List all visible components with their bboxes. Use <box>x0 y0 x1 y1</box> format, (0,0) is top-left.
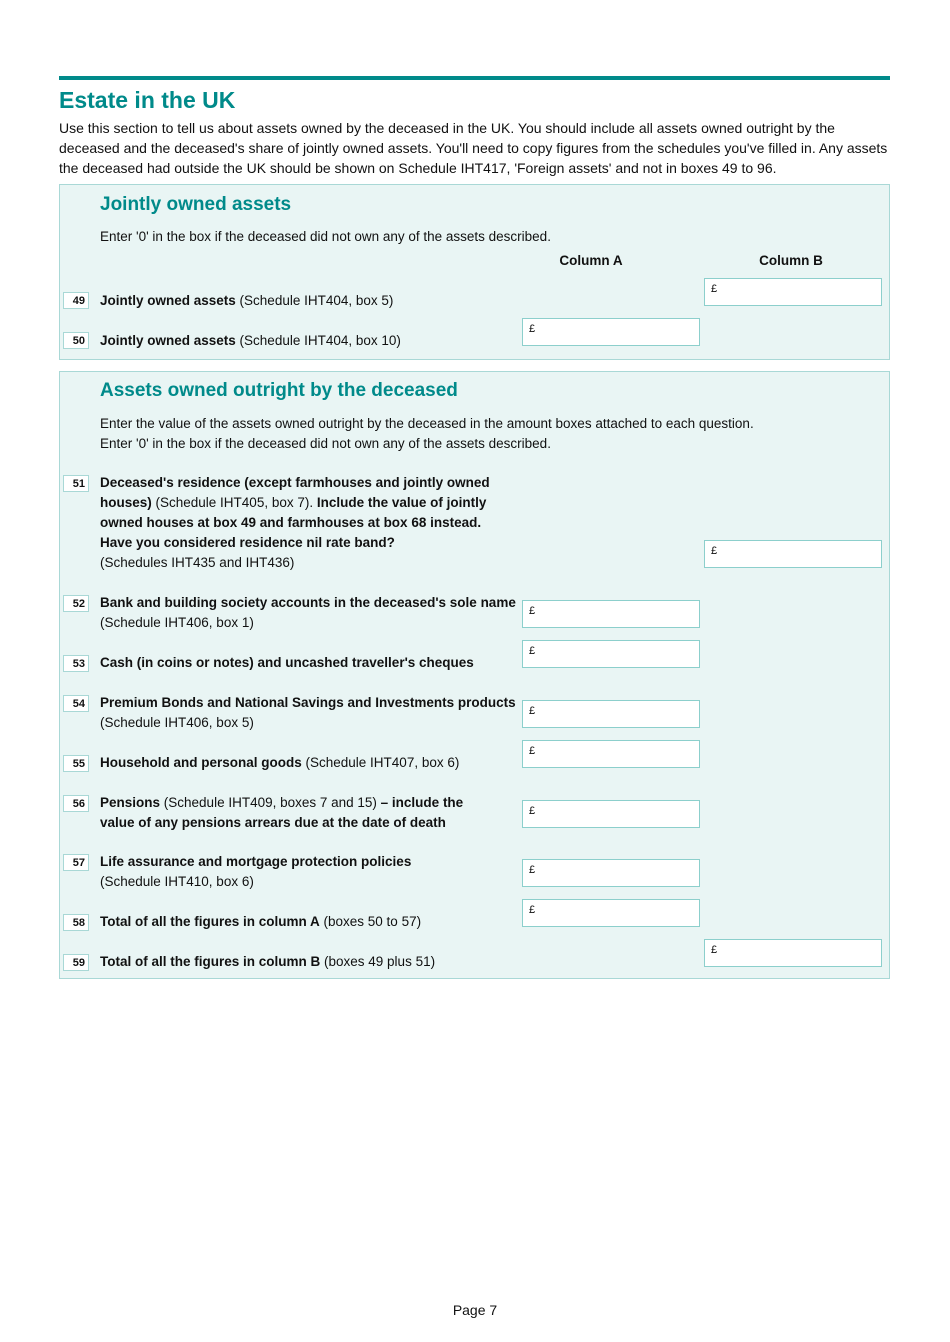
box-number-54: 54 <box>63 695 89 712</box>
amount-input-52[interactable] <box>522 600 700 628</box>
section-title: Estate in the UK <box>59 87 236 113</box>
box-number-53: 53 <box>63 655 89 672</box>
pound-sign: £ <box>711 545 718 557</box>
panel-title-owned-outright: Assets owned outright by the deceased <box>100 380 458 401</box>
page-number: Page 7 <box>452 1302 498 1318</box>
column-b-heading: Column B <box>759 253 823 268</box>
pound-sign: £ <box>529 805 536 817</box>
amount-input-57[interactable] <box>522 859 700 887</box>
pound-sign: £ <box>529 323 536 335</box>
question-53-label: Cash (in coins or notes) and uncashed traveller's cheques <box>100 655 474 670</box>
question-59-label: Total of all the figures in column B (boxes 49 plus 51) <box>100 954 436 969</box>
jointly-owned-instruction: Enter '0' in the box if the deceased did not own any of the assets described. <box>100 229 551 244</box>
outright-instruction-2: Enter '0' in the box if the deceased did not own any of the assets described. <box>100 436 551 451</box>
question-58-label: Total of all the figures in column A (boxes 50 to 57) <box>100 914 422 929</box>
amount-input-58[interactable] <box>522 899 700 927</box>
outright-instruction-1: Enter the value of the assets owned outright by the deceased in the amount boxes attached to each question. <box>100 416 754 431</box>
column-a-heading: Column A <box>559 253 623 268</box>
assets-owned-outright-panel <box>59 371 890 979</box>
pound-sign: £ <box>529 745 536 757</box>
box-number-51: 51 <box>63 475 89 492</box>
question-57-label: Life assurance and mortgage protection policies (Schedule IHT410, box 6) <box>100 854 412 889</box>
amount-input-49[interactable] <box>704 278 882 306</box>
section-intro: Use this section to tell us about assets owned by the deceased in the UK. You should include all assets owned outright by the deceased and the deceased's share of jointly owned assets. You'll need to copy figures from the schedules you've filled in. Any assets the deceased had outside the UK should be shown on Schedule IHT417, 'Foreign assets' and not in boxes 49 to 96. <box>59 120 888 176</box>
amount-input-59[interactable] <box>704 939 882 967</box>
question-55-label: Household and personal goods (Schedule IHT407, box 6) <box>100 755 460 770</box>
box-number-50: 50 <box>63 332 89 349</box>
question-54-label: Premium Bonds and National Savings and Investments products (Schedule IHT406, box 5) <box>100 695 516 730</box>
box-number-56: 56 <box>63 795 89 812</box>
box-number-49: 49 <box>63 292 89 309</box>
pound-sign: £ <box>529 605 536 617</box>
pound-sign: £ <box>529 864 536 876</box>
question-52-label: Bank and building society accounts in the deceased's sole name (Schedule IHT406, box 1) <box>100 595 516 630</box>
amount-input-56[interactable] <box>522 800 700 828</box>
pound-sign: £ <box>529 904 536 916</box>
pound-sign: £ <box>711 944 718 956</box>
box-number-59: 59 <box>63 954 89 971</box>
question-49-label: Jointly owned assets (Schedule IHT404, box 5) <box>100 293 394 308</box>
pound-sign: £ <box>529 645 536 657</box>
panel-title-jointly-owned: Jointly owned assets <box>100 194 292 215</box>
question-56-label: Pensions (Schedule IHT409, boxes 7 and 15) – include the value of any pensions arrears due at the date of death <box>100 795 464 830</box>
section-top-rule <box>59 76 890 80</box>
jointly-owned-assets-panel <box>59 184 890 360</box>
box-number-58: 58 <box>63 914 89 931</box>
pound-sign: £ <box>529 705 536 717</box>
question-50-label: Jointly owned assets (Schedule IHT404, box 10) <box>100 333 401 348</box>
amount-input-53[interactable] <box>522 640 700 668</box>
box-number-57: 57 <box>63 854 89 871</box>
amount-input-55[interactable] <box>522 740 700 768</box>
box-number-55: 55 <box>63 755 89 772</box>
pound-sign: £ <box>711 283 718 295</box>
amount-input-51[interactable] <box>704 540 882 568</box>
amount-input-50[interactable] <box>522 318 700 346</box>
amount-input-54[interactable] <box>522 700 700 728</box>
box-number-52: 52 <box>63 595 89 612</box>
question-51-label: Deceased's residence (except farmhouses and jointly owned houses) (Schedule IHT405, box 7). Include the value of jointly owned houses at box 49 and farmhouses at box 68 instead. Have you considered residence nil rate band? (Schedules IHT435 and IHT436) <box>100 475 490 570</box>
